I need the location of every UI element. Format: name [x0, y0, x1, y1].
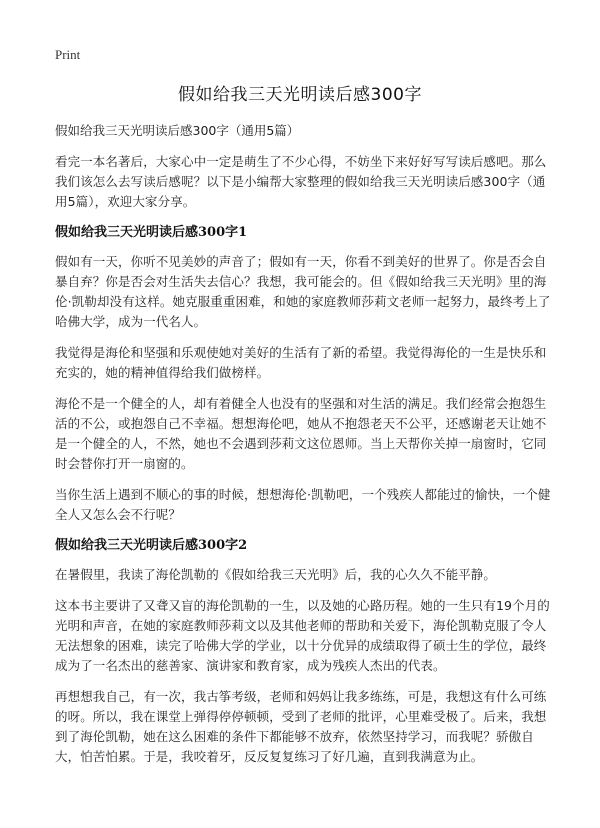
article-body [55, 121, 555, 778]
section-heading: 假如给我三天光明读后感300字2 [55, 538, 248, 553]
article-subtitle: 假如给我三天光明读后感300字（通用5篇） [55, 123, 300, 138]
intro-paragraph: 看完一本名著后，大家心中一定是萌生了不少心得，不妨坐下来好好写写读后感吧。那么我们该怎么去写读后感呢？以下是小编帮大家整理的假如给我三天光明读后感300字（通用5篇），欢迎大家分享。 [55, 154, 547, 209]
paragraph: 当你生活上遇到不顺心的事的时候，想想海伦·凯勒吧，一个残疾人都能过的愉快，一个健全人又怎么会不行呢？ [55, 487, 551, 522]
paragraph: 我觉得是海伦和坚强和乐观使她对美好的生活有了新的希望。我觉得海伦的一生是快乐和充实的，她的精神值得给我们做榜样。 [55, 345, 547, 380]
section-2 [55, 536, 555, 767]
paragraph: 再想想我自己，有一次，我古筝考级，老师和妈妈让我多练练，可是，我想这有什么可练的呀。所以，我在课堂上弹得停停顿顿，受到了老师的批评，心里难受极了。后来，我想到了海伦凯勒，她在这么困难的条件下都能够不放弃，依然坚持学习，而我呢？骄傲自大，怕苦怕累。于是，我咬着牙，反反复复练习了好几遍，直到我满意为止。 [55, 689, 547, 764]
paragraph: 假如有一天，你听不见美妙的声音了；假如有一天，你看不到美好的世界了。你是否会自暴自弃？你是否会对生活失去信心？我想，我可能会的。但《假如给我三天光明》里的海伦·凯勒却没有这样。她克服重重困难，和她的家庭教师莎莉文老师一起努力，最终考上了哈佛大学，成为一代名人。 [55, 254, 551, 329]
print-link[interactable]: Print [55, 47, 81, 62]
paragraph: 这本书主要讲了又聋又盲的海伦凯勒的一生，以及她的心路历程。她的一生只有19个月的光明和声音，在她的家庭教师莎莉文以及其他老师的帮助和关爱下，海伦凯勒克服了令人无法想象的困难，读完了哈佛大学的学业，以十分优异的成绩取得了硕士生的学位，最终成为了一名杰出的慈善家、演讲家和教育家，成为残疾人杰出的代表。 [55, 598, 550, 673]
page-title: 假如给我三天光明读后感300字 [178, 85, 422, 105]
paragraph: 海伦不是一个健全的人，却有着健全人也没有的坚强和对生活的满足。我们经常会抱怨生活的不公，或抱怨自己不幸福。想想海伦吧，她从不抱怨老天不公平，还感谢老天让她不是一个健全的人，不然，她也不会遇到莎莉文这位恩师。当上天帮你关掉一扇窗时，它同时会替你打开一扇窗的。 [55, 396, 547, 471]
section-1 [55, 223, 555, 525]
section-heading: 假如给我三天光明读后感300字1 [55, 225, 248, 240]
paragraph: 在暑假里，我读了海伦凯勒的《假如给我三天光明》后，我的心久久不能平静。 [55, 567, 497, 582]
